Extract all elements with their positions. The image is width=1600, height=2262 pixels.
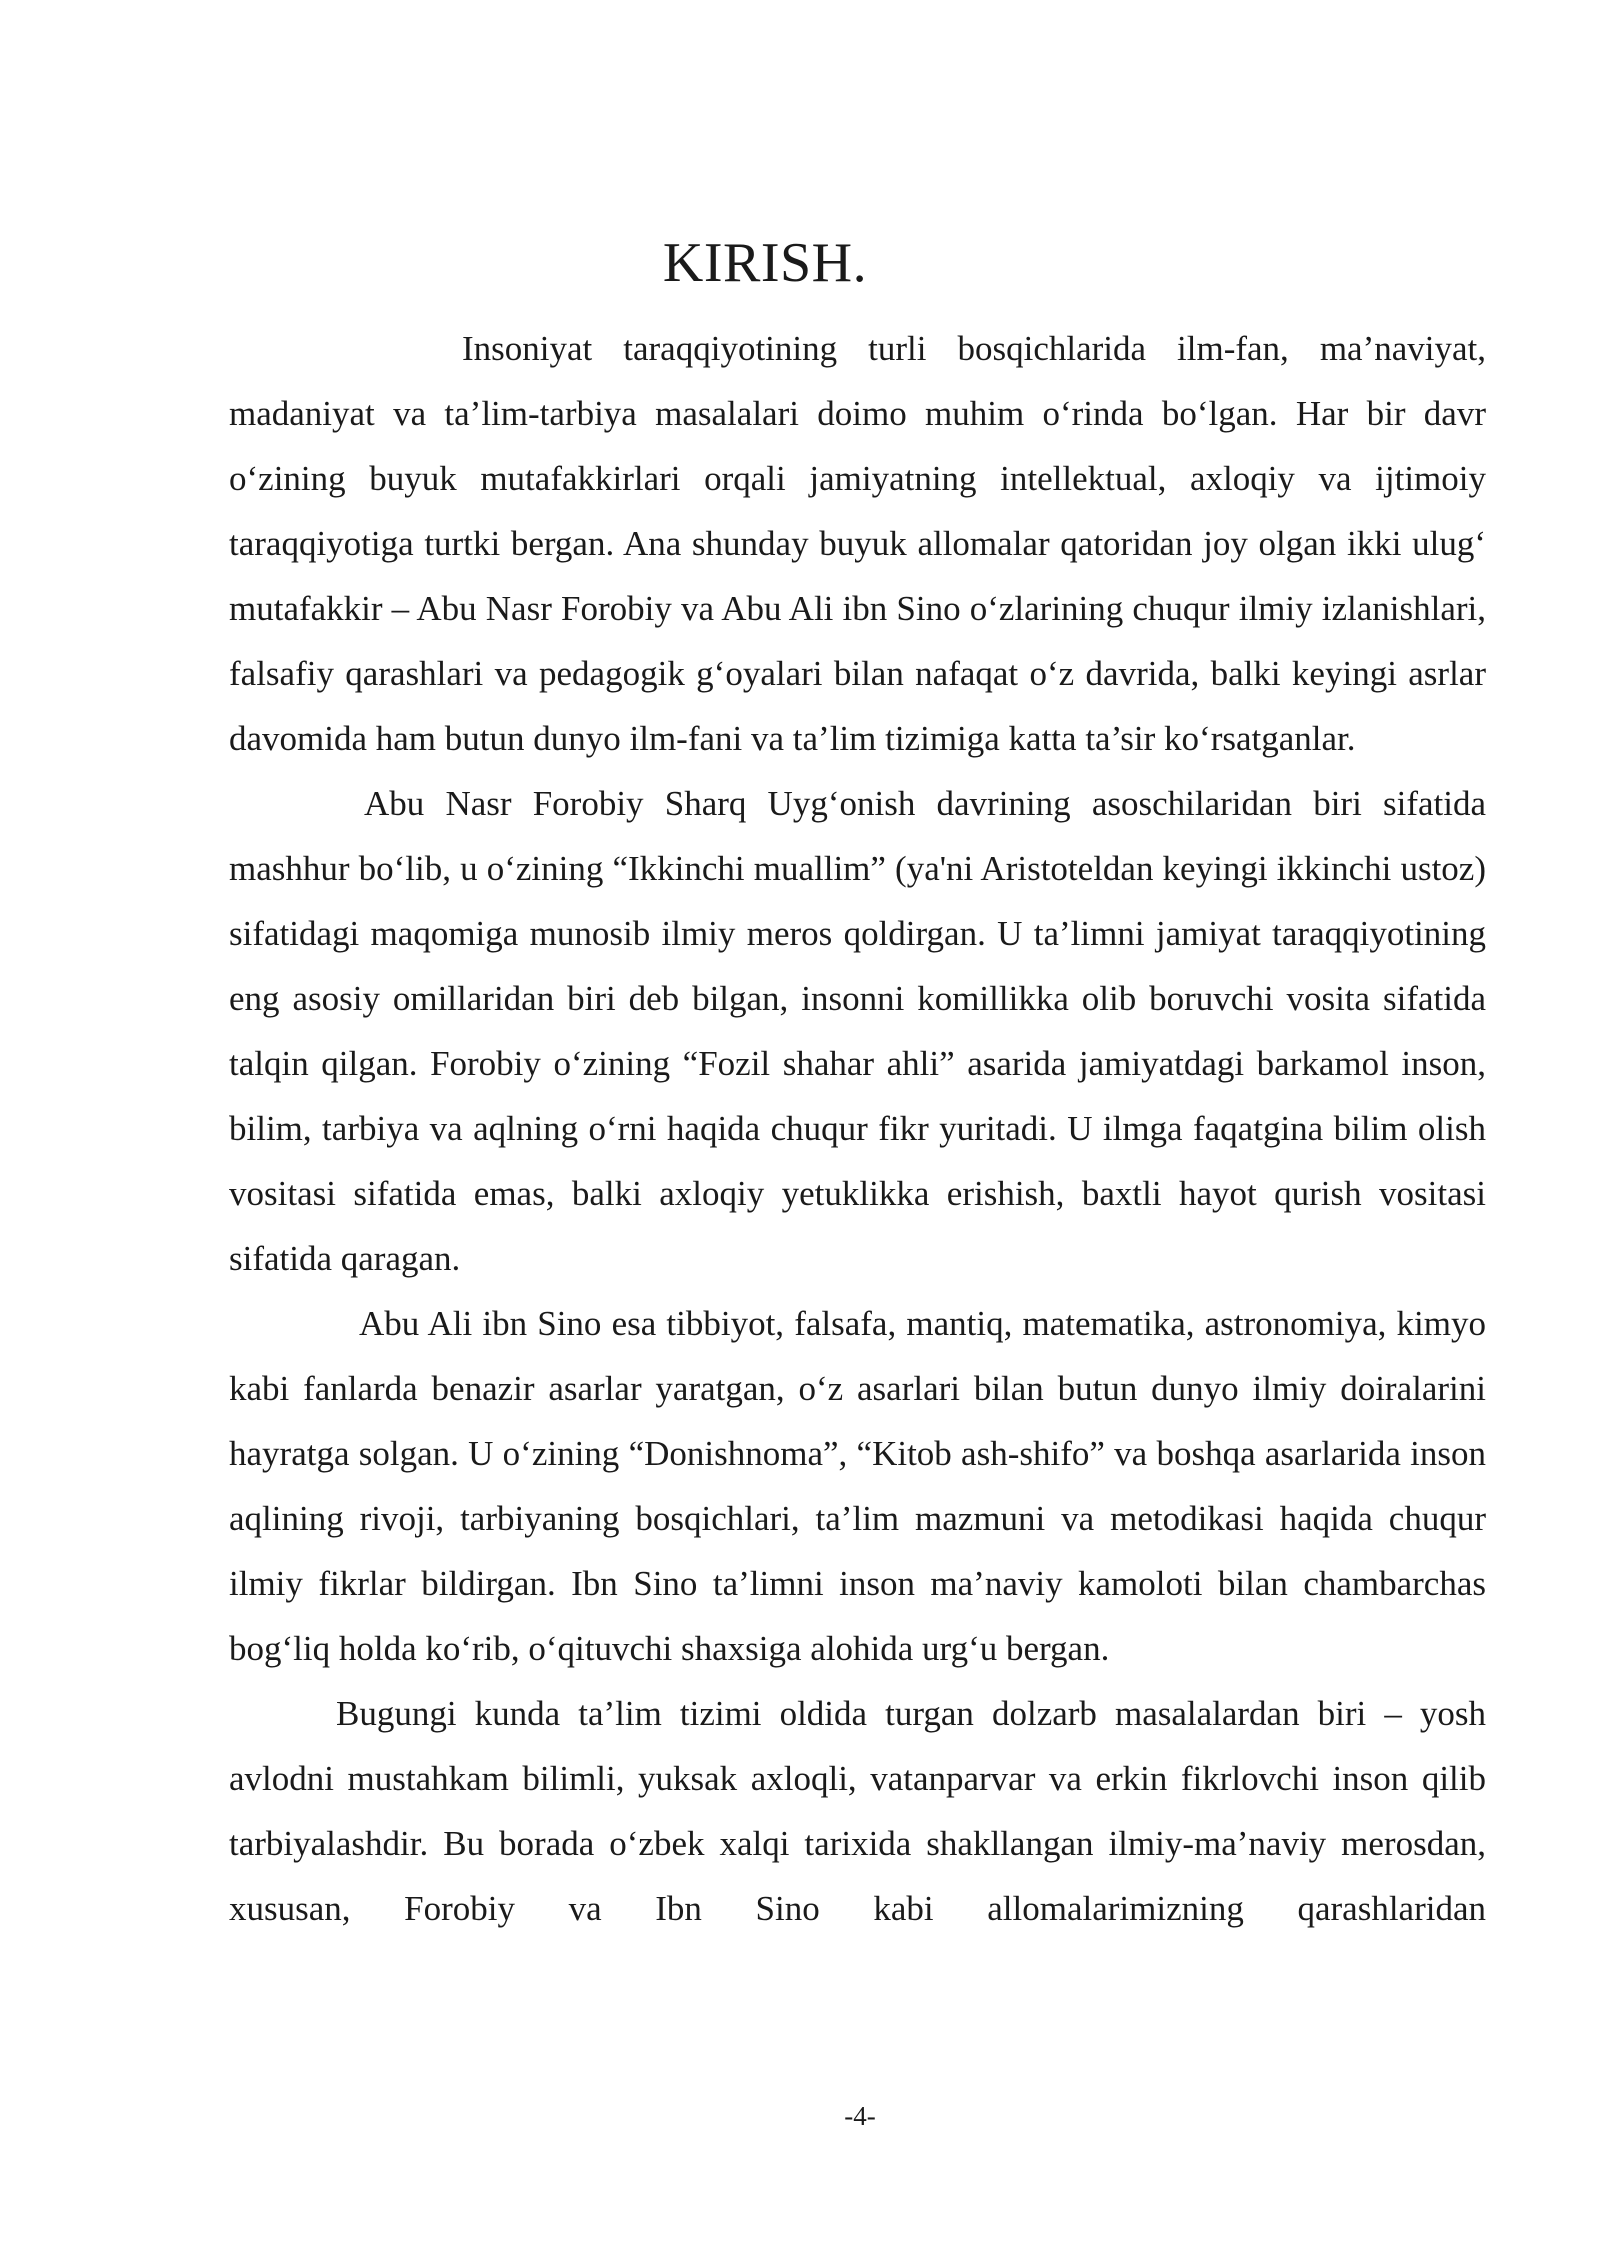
paragraph-modern-education: Bugungi kunda ta’lim tizimi oldida turgan dolzarb masalalardan biri – yosh avlodni mustahkam bilimli, yuksak axloqli, vatanparvar va erkin fikrlovchi inson qilib tarbiyalashdir. Bu borada o‘zbek xalqi tarixida shakllangan ilmiy-ma’naviy merosdan, xususan, Forobiy va Ibn Sino kabi allomalarimizning qarashlaridan bbox=[229, 1694, 1486, 1928]
paragraph-introduction: Insoniyat taraqqiyotining turli bosqichlarida ilm-fan, ma’naviyat, madaniyat va ta’lim-tarbiya masalalari doimo muhim o‘rinda bo‘lgan. Har bir davr o‘zining buyuk mutafakkirlari orqali jamiyatning intellektual, axloqiy va ijtimoiy taraqqiyotiga turtki bergan. Ana shunday buyuk allomalar qatoridan joy olgan ikki ulug‘ mutafakkir – Abu Nasr Forobiy va Abu Ali ibn Sino o‘zlarining chuqur ilmiy izlanishlari, falsafiy qarashlari va pedagogik g‘oyalari bilan nafaqat o‘z davrida, balki keyingi asrlar davomida ham butun dunyo ilm-fani va ta’lim tizimiga katta ta’sir ko‘rsatganlar. bbox=[229, 329, 1486, 758]
paragraph-ibn-sino: Abu Ali ibn Sino esa tibbiyot, falsafa, mantiq, matematika, astronomiya, kimyo kabi fanlarda benazir asarlar yaratgan, o‘z asarlari bilan butun dunyo ilmiy doiralarini hayratga solgan. U o‘zining “Donishnoma”, “Kitob ash-shifo” va boshqa asarlarida inson aqlining rivoji, tarbiyaning bosqichlari, ta’lim mazmuni va metodikasi haqida chuqur ilmiy fikrlar bildirgan. Ibn Sino ta’limni inson ma’naviy kamoloti bilan chambarchas bog‘liq holda ko‘rib, o‘qituvchi shaxsiga alohida urg‘u bergan. bbox=[229, 1304, 1486, 1668]
document-body bbox=[229, 316, 1486, 1941]
page-number: -4- bbox=[844, 2101, 876, 2131]
paragraph-forobiy: Abu Nasr Forobiy Sharq Uyg‘onish davrining asoschilaridan biri sifatida mashhur bo‘lib, u o‘zining “Ikkinchi muallim” (ya'ni Aristoteldan keyingi ikkinchi ustoz) sifatidagi maqomiga munosib ilmiy meros qoldirgan. U ta’limni jamiyat taraqqiyotining eng asosiy omillaridan biri deb bilgan, insonni komillikka olib boruvchi vosita sifatida talqin qilgan. Forobiy o‘zining “Fozil shahar ahli” asarida jamiyatdagi barkamol inson, bilim, tarbiya va aqlning o‘rni haqida chuqur fikr yuritadi. U ilmga faqatgina bilim olish vositasi sifatida emas, balki axloqiy yetuklikka erishish, baxtli hayot qurish vositasi sifatida qaragan. bbox=[229, 784, 1486, 1278]
page-title: KIRISH. bbox=[662, 232, 868, 294]
